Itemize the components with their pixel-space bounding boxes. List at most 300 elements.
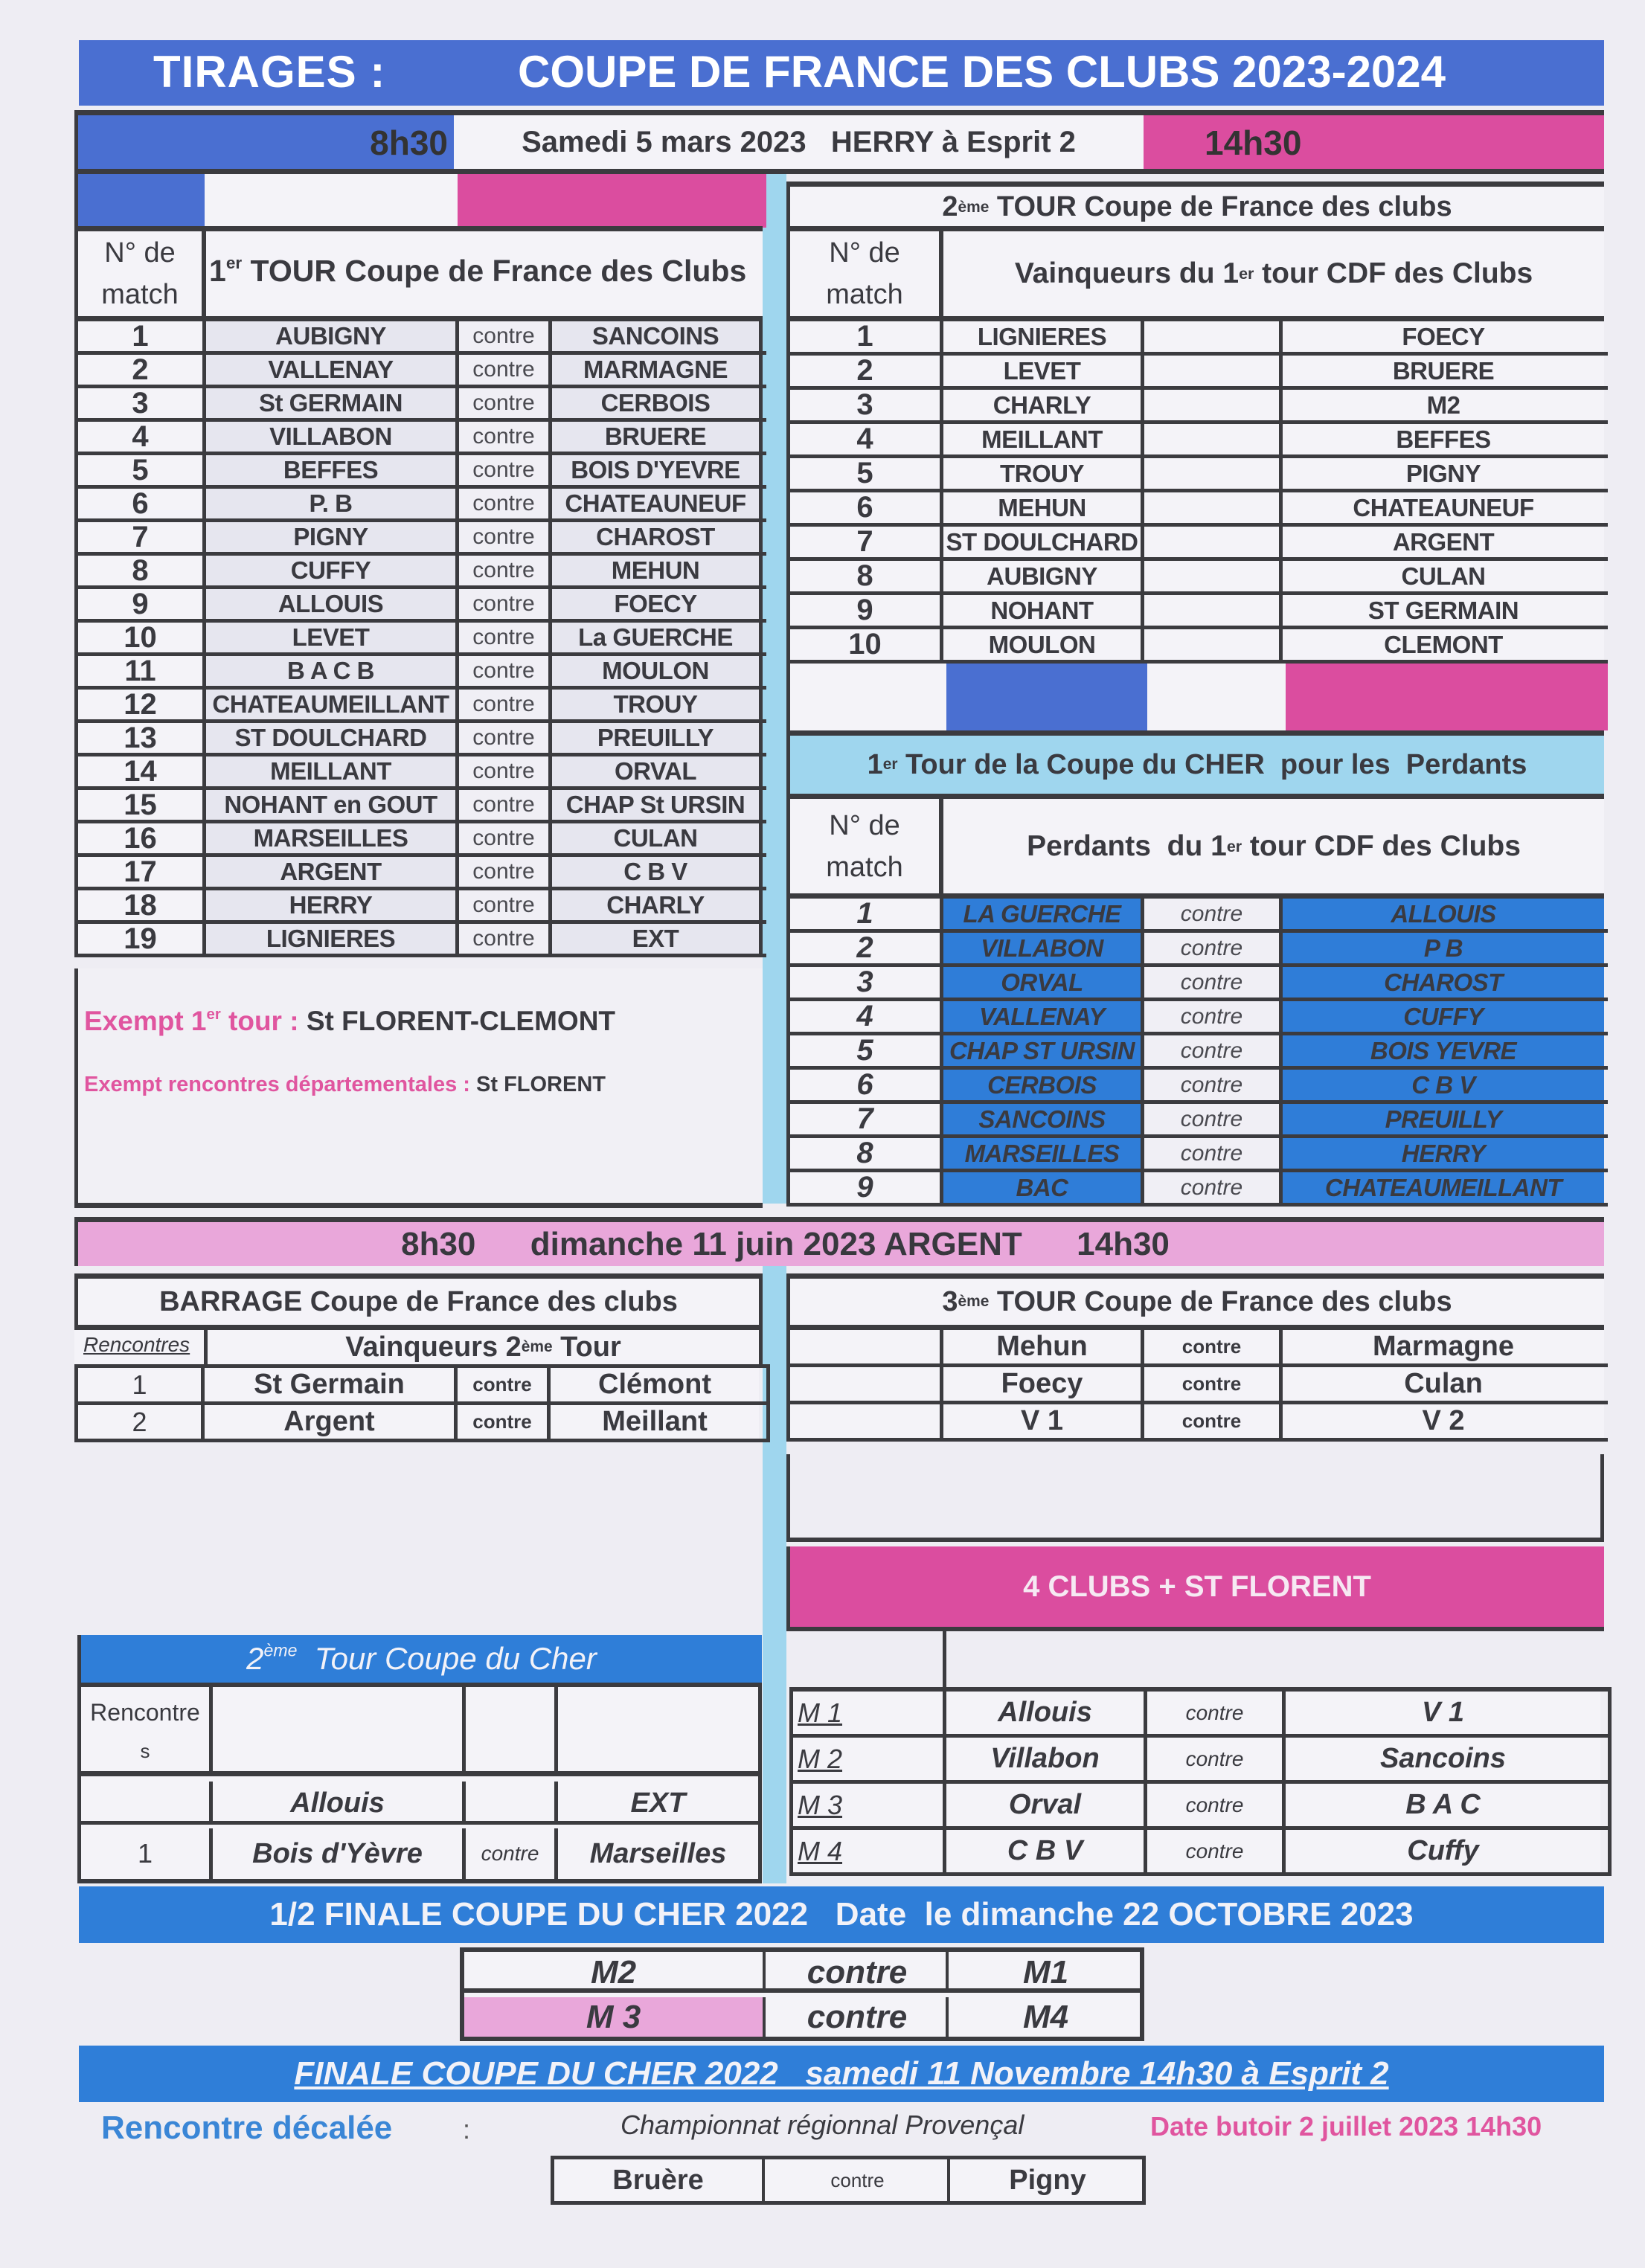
home-team: B A C B [206,656,459,686]
match-number: 3 [790,967,943,998]
contre-label: contre [459,455,552,485]
match-number: 2 [790,356,943,386]
table-row [790,1070,1608,1104]
home-team: VILLABON [206,422,459,452]
loser-away: P B [1283,933,1604,963]
table-row [790,629,1608,664]
loser-away: CHATEAUMEILLANT [1283,1172,1604,1203]
winner-home: ST DOULCHARD [943,527,1144,557]
match-number: 9 [790,595,943,626]
table-row [790,458,1608,492]
contre-label: contre [1144,1001,1283,1032]
tour1-table [74,321,766,957]
contre-label: contre [459,924,552,954]
flag-pink [458,174,766,228]
tour2-header [786,226,1604,321]
match-number: 15 [78,790,206,820]
barrage-title-text: BARRAGE Coupe de France des clubs [159,1285,678,1317]
loser-home: BAC [943,1172,1144,1203]
table-row [78,924,766,957]
winner-home: MEILLANT [943,424,1144,454]
away-team: ORVAL [552,756,763,786]
away-team: CHAROST [552,522,763,552]
cher-tour1-title-prefix: 1 [867,748,883,780]
table-row [790,527,1608,561]
winner-home: LEVET [943,356,1144,386]
match-number: 17 [78,857,206,887]
cher-tour2-title-rest: Tour Coupe du Cher [297,1641,597,1676]
table-row [78,455,766,489]
winner-away: CHATEAUNEUF [1283,492,1604,523]
tour1-title [209,254,761,289]
barrage-col-header-b: Tour [552,1331,621,1363]
session1-blue-block [78,115,454,169]
cher-tour1-title: 1 er Tour de la Coupe du CHER pour les Perdants [786,730,1604,799]
empty-cell [790,1367,943,1401]
loser-away: C B V [1283,1070,1604,1100]
rescheduled-away: Pigny [1009,2164,1086,2196]
contre-label: contre [459,556,552,585]
contre-label: contre [458,1368,551,1401]
cher-tour2-table [77,1687,762,1883]
rescheduled-competition: Championnat régionnal Provençal [621,2110,1024,2140]
empty-cell [1144,629,1283,660]
away-team: MARMAGNE [552,355,763,385]
table-row [790,1330,1608,1367]
barrage-away: Meillant [551,1405,759,1439]
table-row [793,1784,1608,1830]
match-number: 3 [790,390,943,420]
table-row [78,321,766,355]
table-row [790,424,1608,458]
barrage-table [74,1364,770,1442]
session2-banner [74,1217,1604,1266]
away-team: BRUERE [552,422,763,452]
contre-label: contre [1144,1404,1283,1438]
cher-tour1-num-header-l2: match [826,851,903,883]
session1-pink-block [1144,115,1604,169]
table-row [790,561,1608,595]
tour1-header [74,226,763,321]
cher-tour2-title [77,1635,762,1687]
four-clubs-banner [786,1546,1604,1631]
match-number: 9 [78,589,206,619]
loser-away: CUFFY [1283,1001,1604,1032]
home-team: LEVET [206,623,459,652]
cher-tour2-col-rencontres-l2: s [140,1740,150,1762]
home-team: P. B [206,489,459,518]
cher-tour2-row-b-contre: contre [481,1842,539,1865]
tour1-exempt-area [74,968,763,1208]
tour3-title-rest: TOUR Coupe de France des clubs [989,1285,1452,1317]
table-row [78,422,766,455]
winner-home: CHARLY [943,390,1144,420]
title-right: COUPE DE FRANCE DES CLUBS 2023-2024 [518,47,1446,97]
barrage-header [74,1330,763,1364]
contre-label: contre [1144,899,1283,929]
away-team: MEHUN [552,556,763,585]
contre-label: contre [1147,1738,1286,1780]
table-row [78,623,766,656]
match-number: 4 [790,1001,943,1032]
empty-cell [1144,321,1283,352]
contre-label: contre [1144,1172,1283,1203]
four-clubs-away: V 1 [1286,1692,1600,1734]
empty-cell [1144,595,1283,626]
session1-time-start: 8h30 [370,123,448,162]
cher-tour1-table [786,899,1608,1207]
tour2-table [786,321,1608,664]
tour1-num-header-l1: N° de [104,237,176,269]
home-team: CUFFY [206,556,459,585]
cher-tour1-header [786,799,1604,899]
table-row [78,1405,766,1442]
session2-banner-text: 8h30 dimanche 11 juin 2023 ARGENT 14h30 [401,1225,1170,1262]
loser-away: BOIS YEVRE [1283,1035,1604,1066]
away-team: MOULON [552,656,763,686]
empty-box [786,1454,1604,1542]
tour1-flag-strip [74,174,763,228]
table-row [793,1738,1608,1784]
contre-label: contre [459,857,552,887]
flag-blue [78,174,205,228]
cher-tour2-title-sup: ème [263,1640,298,1660]
cher-tour2-row-b-num: 1 [137,1838,153,1869]
loser-away: HERRY [1283,1138,1604,1169]
match-number: 8 [790,1138,943,1169]
cher-tour2-col-rencontres-l1: Rencontre [90,1699,200,1726]
empty-cell [1144,424,1283,454]
table-row [78,823,766,857]
semi-row2-home: M 3 [464,1997,766,2037]
tour2-title-rest: TOUR Coupe de France des clubs [989,191,1452,222]
winner-home: MOULON [943,629,1144,660]
match-number: 19 [78,924,206,954]
match-number: 1 [790,321,943,352]
contre-label: contre [1144,1104,1283,1134]
tour3-title: 3 ème TOUR Coupe de France des clubs [786,1273,1604,1330]
cher-tour1-title-rest: Tour de la Coupe du CHER pour les Perdants [897,748,1527,780]
match-number: 16 [78,823,206,853]
tour1-num-header-l2: match [101,279,179,310]
table-row [790,967,1608,1001]
contre-label: contre [1144,1070,1283,1100]
match-number: 10 [790,629,943,660]
winner-away: M2 [1283,390,1604,420]
away-team: C B V [552,857,763,887]
semi-row1-away: M1 [1022,1953,1069,1991]
match-number: 1 [790,899,943,929]
exempt2-value: St FLORENT [476,1073,606,1096]
away-team: CHATEAUNEUF [552,489,763,518]
home-team: ALLOUIS [206,589,459,619]
four-clubs-away: Cuffy [1286,1830,1600,1872]
contre-label: contre [459,522,552,552]
match-number: 12 [78,690,206,719]
match-number: 9 [790,1172,943,1203]
cher-tour1-col-header-a: Perdants du 1 [1027,829,1227,862]
tour3-away: Culan [1283,1367,1604,1401]
table-row [78,656,766,690]
rescheduled-contre: contre [768,2159,950,2201]
tour2-num-header-l2: match [826,279,903,310]
flag-white-left [790,664,946,730]
home-team: PIGNY [206,522,459,552]
contre-label: contre [459,489,552,518]
loser-away: ALLOUIS [1283,899,1604,929]
contre-label: contre [459,355,552,385]
match-code: M 4 [793,1830,946,1872]
home-team: AUBIGNY [206,321,459,351]
contre-label: contre [1147,1830,1286,1872]
semi-final-table [460,1947,1144,2041]
tour2-col-header: Vainqueurs du 1 er tour CDF des Clubs [1014,257,1533,289]
four-clubs-home: Allouis [946,1692,1147,1734]
home-team: BEFFES [206,455,459,485]
empty-cell [1144,390,1283,420]
winner-home: TROUY [943,458,1144,489]
empty-cell [1144,527,1283,557]
match-number: 6 [790,1070,943,1100]
rescheduled-colon: : [463,2114,471,2145]
loser-home: SANCOINS [943,1104,1144,1134]
cher-tour1-num-header-l1: N° de [829,809,900,841]
home-team: CHATEAUMEILLANT [206,690,459,719]
loser-home: VILLABON [943,933,1144,963]
table-row [78,522,766,556]
tour3-home: Mehun [943,1330,1144,1363]
match-number: 5 [78,455,206,485]
away-team: CHARLY [552,890,763,920]
tour2-title: 2 ème TOUR Coupe de France des clubs [786,181,1604,228]
match-number: 6 [78,489,206,518]
match-number: 6 [790,492,943,523]
session1-time-end: 14h30 [1205,123,1302,162]
cher-tour2-title-prefix: 2 [246,1641,264,1676]
title-left: TIRAGES : [153,47,386,97]
home-team: HERRY [206,890,459,920]
four-clubs-away: Sancoins [1286,1738,1600,1780]
flag-blue [946,664,1147,730]
semi-row2-away: M4 [1022,1998,1069,2035]
tour3-table [786,1330,1608,1442]
tour1-title-rest: TOUR Coupe de France des Clubs [242,254,747,288]
flag-white [1147,664,1286,730]
tour1-title-prefix: 1 [209,254,226,288]
match-number: 10 [78,623,206,652]
winner-away: ST GERMAIN [1283,595,1604,626]
contre-label: contre [459,589,552,619]
winner-away: PIGNY [1283,458,1604,489]
rencontre-number: 1 [78,1368,205,1401]
exempt1-label-b: tour : [220,1006,307,1036]
home-team: LIGNIERES [206,924,459,954]
contre-label: contre [1144,1330,1283,1363]
loser-home: CERBOIS [943,1070,1144,1100]
match-number: 8 [790,561,943,591]
cher-tour2-row-b-home: Bois d'Yèvre [252,1837,423,1869]
match-number: 5 [790,458,943,489]
table-row [790,1104,1608,1138]
session1-date-place: Samedi 5 mars 2023 HERRY à Esprit 2 [522,125,1076,158]
semi-row2-contre: contre [769,1997,949,2037]
away-team: EXT [552,924,763,954]
four-clubs-home: Villabon [946,1738,1147,1780]
tour3-home: Foecy [943,1367,1144,1401]
rencontre-number: 2 [78,1405,205,1439]
table-row [790,1404,1608,1442]
table-row [78,589,766,623]
home-team: NOHANT en GOUT [206,790,459,820]
table-row [790,1367,1608,1404]
four-clubs-table [789,1687,1612,1876]
exempt1-line [84,1006,615,1037]
four-clubs-home: Orval [946,1784,1147,1826]
semi-final-banner-text: 1/2 FINALE COUPE DU CHER 2022 Date le dimanche 22 OCTOBRE 2023 [269,1896,1414,1933]
empty-cell [1144,356,1283,386]
loser-home: MARSEILLES [943,1138,1144,1169]
table-row [790,1035,1608,1070]
center-divider-bottom [763,1266,786,1883]
barrage-home: Argent [205,1405,458,1439]
loser-away: CHAROST [1283,967,1604,998]
away-team: PREUILLY [552,723,763,753]
contre-label: contre [1144,1035,1283,1066]
table-row [790,356,1608,390]
table-row [78,857,766,890]
empty-cell [1144,458,1283,489]
tour3-away: Marmagne [1283,1330,1604,1363]
table-row [78,1368,766,1405]
tour2-col-header-b: tour CDF des Clubs [1254,257,1533,289]
match-number: 5 [790,1035,943,1066]
table-row [78,556,766,589]
rescheduled-label: Rencontre décalée [101,2110,393,2146]
home-team: VALLENAY [206,355,459,385]
cher-tour2-row-a-home: Allouis [290,1787,385,1819]
empty-cell [1144,492,1283,523]
home-team: ST DOULCHARD [206,723,459,753]
session1-date-block [454,115,1144,169]
match-number: 2 [78,355,206,385]
winner-away: CULAN [1283,561,1604,591]
contre-label: contre [1147,1692,1286,1734]
barrage-title [74,1273,763,1330]
contre-label: contre [459,321,552,351]
contre-label: contre [459,823,552,853]
winner-away: ARGENT [1283,527,1604,557]
tour3-title-prefix: 3 [942,1285,958,1317]
match-number: 18 [78,890,206,920]
tour2-flag-strip [786,664,1604,730]
rescheduled-table [551,2156,1146,2205]
exempt1-value: St FLORENT-CLEMONT [306,1006,616,1036]
four-clubs-spacer [786,1631,1604,1689]
contre-label: contre [1144,1138,1283,1169]
contre-label: contre [459,623,552,652]
tour1-title-sup: er [225,254,243,273]
match-code: M 3 [793,1784,946,1826]
table-row [78,723,766,756]
barrage-home: St Germain [205,1368,458,1401]
match-number: 14 [78,756,206,786]
table-row [78,690,766,723]
match-code: M 2 [793,1738,946,1780]
table-row [78,388,766,422]
contre-label: contre [459,723,552,753]
home-team: MARSEILLES [206,823,459,853]
contre-label: contre [459,422,552,452]
contre-label: contre [1147,1784,1286,1826]
semi-row1-home: M2 [464,1952,766,1993]
table-row [790,492,1608,527]
winner-away: CLEMONT [1283,629,1604,660]
winner-away: BEFFES [1283,424,1604,454]
contre-label: contre [459,388,552,418]
contre-label: contre [459,656,552,686]
exempt2-line [84,1073,606,1097]
barrage-away: Clémont [551,1368,759,1401]
empty-cell [790,1404,943,1438]
table-row [78,355,766,388]
away-team: CULAN [552,823,763,853]
tour2-title-prefix: 2 [942,191,958,222]
loser-home: CHAP ST URSIN [943,1035,1144,1066]
semi-row1-contre: contre [769,1952,949,1993]
home-team: MEILLANT [206,756,459,786]
empty-cell [790,1330,943,1363]
match-number: 8 [78,556,206,585]
away-team: TROUY [552,690,763,719]
loser-home: ORVAL [943,967,1144,998]
winner-away: FOECY [1283,321,1604,352]
contre-label: contre [459,690,552,719]
away-team: La GUERCHE [552,623,763,652]
flag-pink [1286,664,1608,730]
match-number: 7 [790,527,943,557]
winner-away: BRUERE [1283,356,1604,386]
away-team: CHAP St URSIN [552,790,763,820]
match-number: 13 [78,723,206,753]
winner-home: AUBIGNY [943,561,1144,591]
cher-tour1-col-header: Perdants du 1 er tour CDF des Clubs [1027,829,1521,862]
final-banner [79,2046,1604,2102]
exempt1-label-sup: er [206,1006,221,1023]
empty-cell [1144,561,1283,591]
semi-final-banner [79,1886,1604,1943]
cher-tour2-row-a-away: EXT [630,1787,686,1819]
contre-label: contre [459,890,552,920]
barrage-col-header-a: Vainqueurs 2 [345,1331,522,1363]
tour3-home: V 1 [943,1404,1144,1438]
session1-bar [74,110,1604,174]
contre-label: contre [459,756,552,786]
four-clubs-home: C B V [946,1830,1147,1872]
table-row [78,890,766,924]
contre-label: contre [1144,1367,1283,1401]
home-team: ARGENT [206,857,459,887]
table-row [790,321,1608,356]
away-team: SANCOINS [552,321,763,351]
table-row [790,899,1608,933]
rescheduled-home: Bruère [554,2159,765,2201]
barrage-col-rencontres: Rencontres [83,1333,190,1356]
table-row [790,1001,1608,1035]
main-title-banner [79,40,1604,106]
flag-white [205,174,458,228]
away-team: CERBOIS [552,388,763,418]
exempt1-label-a: Exempt 1 [84,1006,207,1036]
